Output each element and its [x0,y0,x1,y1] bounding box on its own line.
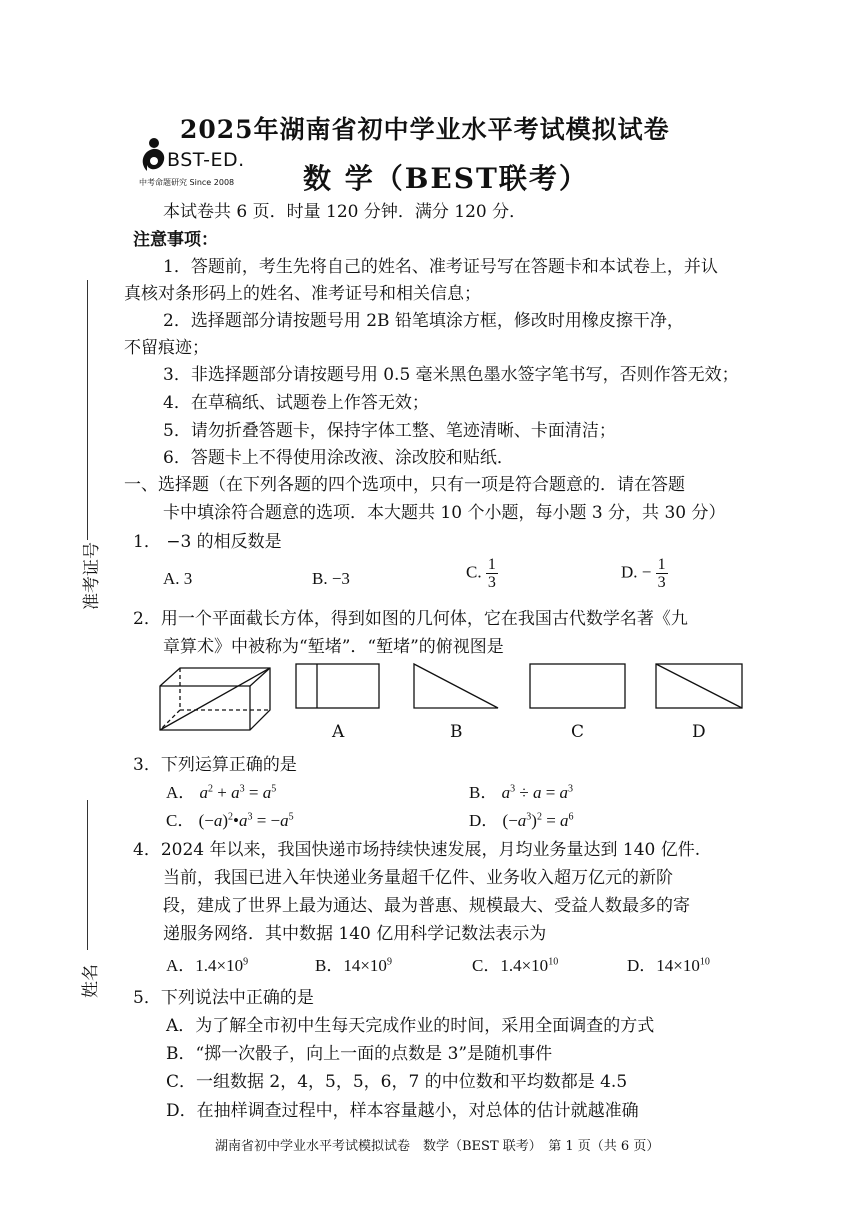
q4-option-b-exp: 9 [386,956,392,968]
notice-item-5: 5．请勿折叠答题卡，保持字体工整、笔迹清晰、卡面清洁； [163,421,616,441]
q3-option-b-label: B． [469,783,498,802]
q2-option-b-figure [414,664,498,708]
exam-info: 本试卷共 6 页．时量 120 分钟．满分 120 分． [163,202,527,222]
section1-heading-cont: 卡中填涂符合题意的选项．本大题共 10 个小题，每小题 3 分，共 30 分） [163,503,726,523]
page-footer: 湖南省初中学业水平考试模拟试卷 数学（BEST 联考） 第 1 页（共 6 页） [215,1139,660,1154]
q1-option-d [621,556,668,591]
q3-option-a-label: A． [166,783,196,802]
notice-item-4: 4．在草稿纸、试题卷上作答无效； [163,393,429,413]
side-line-exam-number [87,280,88,540]
q3-option-a: A． $a^2 + a^3 = a^5$ [166,783,277,802]
q3-option-c: C． $(-a)^2•a^3 = -a^5$ [166,811,294,830]
notice-item-2-cont: 不留痕迹； [124,338,209,358]
side-label-name: 姓名 [81,964,101,998]
q1-option-c-label: C. [466,562,482,582]
q4-line3: 段，建成了世界上最为通达、最为普惠、规模最大、受益人数最多的寄 [163,896,690,916]
notice-item-6: 6．答题卡上不得使用涂改液、涂改胶和贴纸． [163,448,514,468]
q2-line1: 2．用一个平面截长方体，得到如图的几何体，它在我国古代数学名著《九 [133,609,688,629]
side-line-name [87,800,88,950]
q1-stem: 1． −3 的相反数是 [133,532,282,552]
q5-option-c: C．一组数据 2，4，5，5，6，7 的中位数和平均数都是 4.5 [166,1072,628,1092]
q4-option-c-exp: 10 [548,956,559,968]
q4-option-d [627,955,710,977]
q3-stem: 3．下列运算正确的是 [133,755,297,775]
q4-option-b-base: 14×10 [343,956,387,975]
q4-option-c [472,955,558,977]
q1-option-d-fraction [656,556,668,591]
q2-option-d-figure [656,664,742,708]
q1-option-c-num: 1 [487,556,496,573]
q3-option-d-label: D． [469,811,499,830]
q1-option-c [466,556,498,591]
q5-stem: 5．下列说法中正确的是 [133,988,314,1008]
q4-option-d-base: 14×10 [656,956,700,975]
q1-option-c-den: 3 [487,574,496,591]
notice-item-2: 2．选择题部分请按题号用 2B 铅笔填涂方框，修改时用橡皮擦干净， [163,311,684,331]
q2-option-c-label: C [571,722,585,742]
notice-item-1-cont: 真核对条形码上的姓名、准考证号和相关信息； [124,284,481,304]
q4-option-a-label: A． [166,956,196,975]
q3-option-c-label: C． [166,811,195,830]
q4-option-c-base: 1.4×10 [500,956,549,975]
q1-option-d-den: 3 [657,574,666,591]
q2-option-c-figure [530,664,625,708]
q5-option-d: D．在抽样调查过程中，样本容量越小，对总体的估计就越准确 [166,1101,639,1121]
q4-line1: 4．2024 年以来，我国快递市场持续快速发展，月均业务量达到 140 亿件. [133,840,701,860]
q1-option-d-num: 1 [657,556,666,573]
q2-option-b-label: B [450,722,463,742]
exam-subject: 数 学（BEST联考） [303,162,589,195]
section1-heading: 一、选择题（在下列各题的四个选项中，只有一项是符合题意的．请在答题 [124,475,685,495]
q4-option-b-label: B． [315,956,344,975]
notice-item-3: 3．非选择题部分请按题号用 0.5 毫米黑色墨水签字笔书写，否则作答无效； [163,365,739,385]
q4-option-d-exp: 10 [699,956,710,968]
q2-option-a-figure [296,664,379,708]
q3-option-d: D． $(-a^3)^2 = a^6$ [469,811,574,830]
q1-option-b: B. −3 [312,569,350,588]
exam-title: 2025年湖南省初中学业水平考试模拟试卷 [180,115,670,144]
q4-option-c-label: C． [472,956,501,975]
logo-subtext: 中考命题研究 Since 2008 [139,178,235,187]
logo-text: BST-ED. [167,149,245,171]
notice-heading: 注意事项： [133,230,218,250]
q5-option-b: B．“掷一次骰子，向上一面的点数是 3”是随机事件 [166,1044,553,1064]
q2-option-d-label: D [692,722,706,742]
q1-option-d-label: D. − [621,562,652,582]
q4-option-a-base: 1.4×10 [195,956,244,975]
q5-option-a: A．为了解全市初中生每天完成作业的时间，采用全面调查的方式 [166,1016,655,1036]
q1-option-c-fraction [486,556,498,591]
logo [137,135,267,190]
qiandu-solid-figure [160,668,270,730]
q4-line4: 递服务网络．其中数据 140 亿用科学记数法表示为 [163,924,547,944]
q3-option-b: B． $a^3 \div a = a^3$ [469,783,574,802]
q2-option-a-label: A [332,722,345,742]
q4-line2: 当前，我国已进入年快递业务量超千亿件、业务收入超万亿元的新阶 [163,868,673,888]
q4-option-a [166,955,248,977]
side-label-exam-number: 准考证号 [82,542,102,610]
q4-option-d-label: D． [627,956,657,975]
logo-mark-icon [137,135,171,175]
q1-option-a: A. 3 [163,569,193,588]
notice-item-1: 1．答题前，考生先将自己的姓名、准考证号写在答题卡和本试卷上，并认 [163,257,718,277]
q2-line2: 章算术》中被称为“堑堵”．“堑堵”的俯视图是 [163,637,504,657]
q4-option-b [315,955,392,977]
q4-option-a-exp: 9 [243,956,249,968]
